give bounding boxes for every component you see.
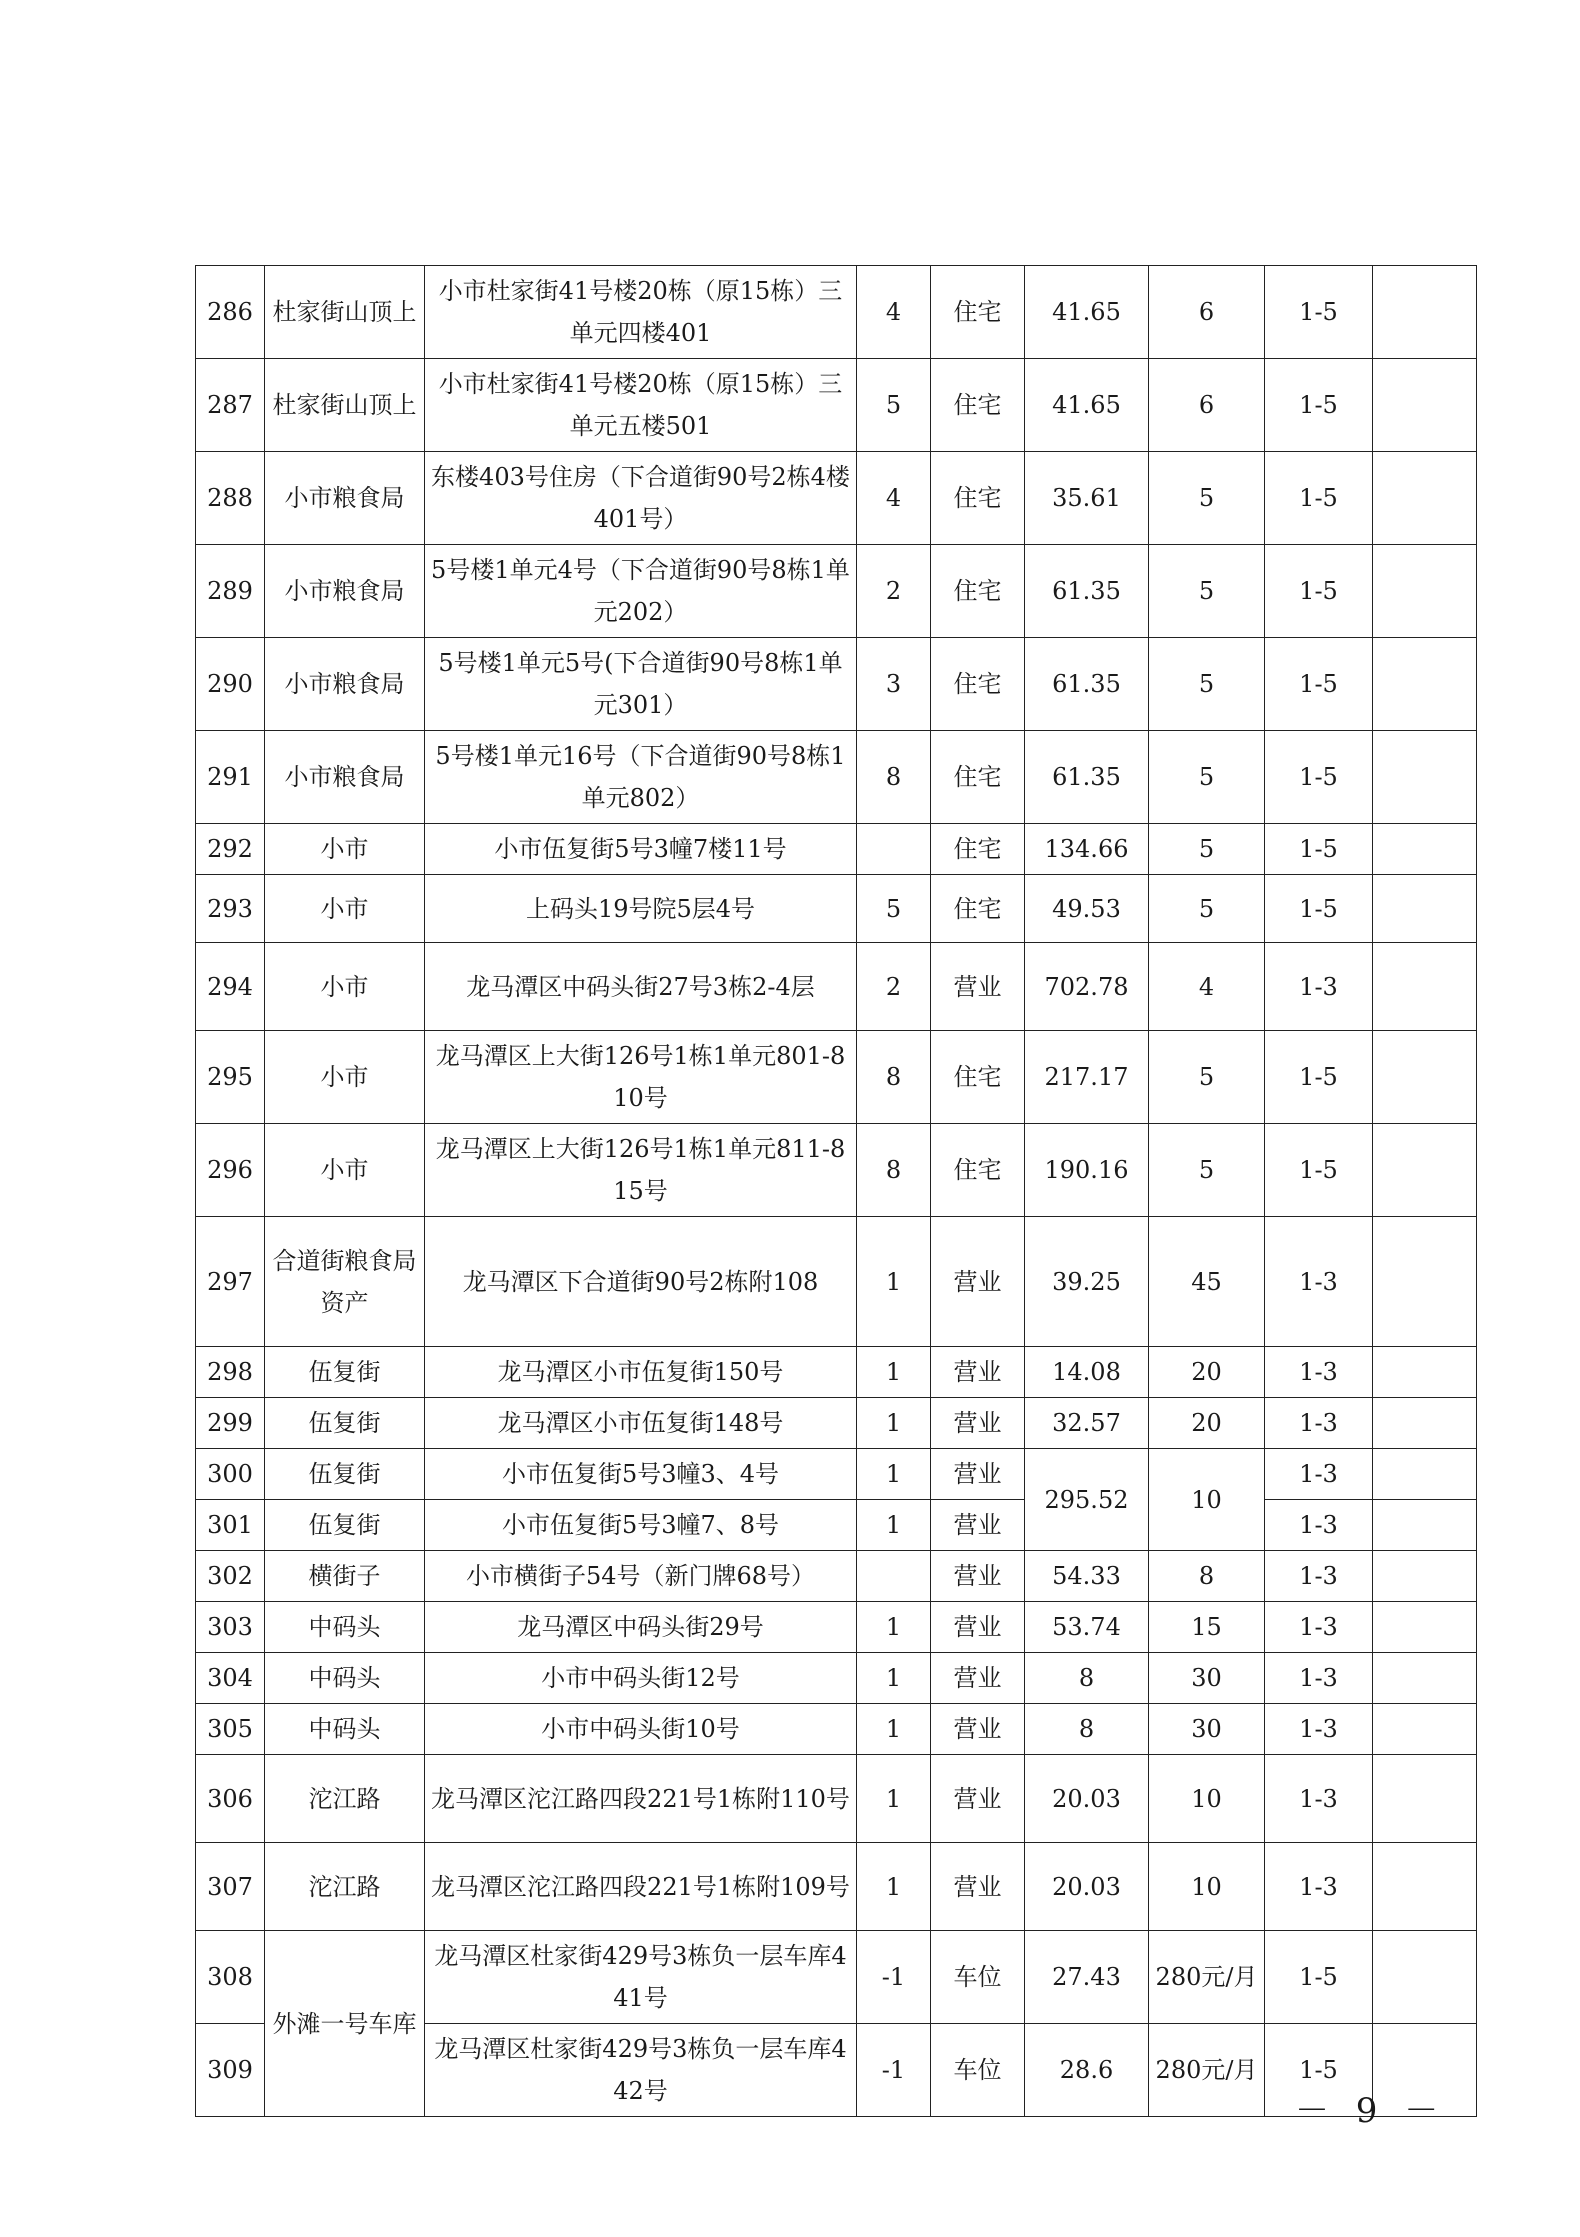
lease-years-cell: 1-5 (1265, 731, 1373, 824)
address-cell: 小市伍复街5号3幢7、8号 (425, 1500, 857, 1551)
price-cell: 5 (1149, 1124, 1265, 1217)
table-row (196, 1931, 1477, 2024)
row-number: 306 (196, 1755, 265, 1843)
row-number: 304 (196, 1653, 265, 1704)
usage-cell: 住宅 (931, 545, 1025, 638)
address-cell: 龙马潭区上大街126号1栋1单元811-815号 (425, 1124, 857, 1217)
area-size-cell: 8 (1025, 1704, 1149, 1755)
price-cell: 5 (1149, 1031, 1265, 1124)
row-number: 308 (196, 1931, 265, 2024)
price-cell: 20 (1149, 1347, 1265, 1398)
area-size-cell: 35.61 (1025, 452, 1149, 545)
remarks-cell (1373, 1755, 1477, 1843)
lease-years-cell: 1-3 (1265, 1347, 1373, 1398)
price-cell: 5 (1149, 731, 1265, 824)
floor-cell: 5 (857, 875, 931, 943)
location-cell: 伍复街 (265, 1500, 425, 1551)
usage-cell: 营业 (931, 1398, 1025, 1449)
area-size-cell: 295.52 (1025, 1449, 1149, 1551)
price-cell: 10 (1149, 1843, 1265, 1931)
table-row (196, 1551, 1477, 1602)
price-cell: 280元/月 (1149, 1931, 1265, 2024)
price-cell: 5 (1149, 638, 1265, 731)
row-number: 297 (196, 1217, 265, 1347)
row-number: 292 (196, 824, 265, 875)
lease-years-cell: 1-5 (1265, 2024, 1373, 2117)
table-row (196, 1449, 1477, 1500)
usage-cell: 营业 (931, 943, 1025, 1031)
usage-cell: 住宅 (931, 359, 1025, 452)
table-row (196, 359, 1477, 452)
location-cell: 小市 (265, 824, 425, 875)
area-size-cell: 54.33 (1025, 1551, 1149, 1602)
area-size-cell: 8 (1025, 1653, 1149, 1704)
row-number: 286 (196, 266, 265, 359)
remarks-cell (1373, 731, 1477, 824)
lease-years-cell: 1-3 (1265, 1653, 1373, 1704)
location-cell: 合道街粮食局资产 (265, 1217, 425, 1347)
address-cell: 小市伍复街5号3幢7楼11号 (425, 824, 857, 875)
table-row (196, 943, 1477, 1031)
location-cell: 沱江路 (265, 1755, 425, 1843)
price-cell: 10 (1149, 1755, 1265, 1843)
area-size-cell: 20.03 (1025, 1755, 1149, 1843)
row-number: 288 (196, 452, 265, 545)
area-size-cell: 702.78 (1025, 943, 1149, 1031)
remarks-cell (1373, 1449, 1477, 1500)
lease-years-cell: 1-5 (1265, 1031, 1373, 1124)
usage-cell: 营业 (931, 1755, 1025, 1843)
usage-cell: 营业 (931, 1602, 1025, 1653)
address-cell: 龙马潭区杜家街429号3栋负一层车库441号 (425, 1931, 857, 2024)
lease-years-cell: 1-5 (1265, 638, 1373, 731)
area-size-cell: 39.25 (1025, 1217, 1149, 1347)
price-cell: 30 (1149, 1704, 1265, 1755)
address-cell: 小市横街子54号（新门牌68号） (425, 1551, 857, 1602)
address-cell: 龙马潭区杜家街429号3栋负一层车库442号 (425, 2024, 857, 2117)
area-size-cell: 53.74 (1025, 1602, 1149, 1653)
usage-cell: 住宅 (931, 875, 1025, 943)
usage-cell: 营业 (931, 1551, 1025, 1602)
address-cell: 龙马潭区沱江路四段221号1栋附109号 (425, 1843, 857, 1931)
remarks-cell (1373, 1398, 1477, 1449)
address-cell: 小市杜家街41号楼20栋（原15栋）三单元四楼401 (425, 266, 857, 359)
price-cell: 4 (1149, 943, 1265, 1031)
usage-cell: 住宅 (931, 731, 1025, 824)
floor-cell: 8 (857, 1031, 931, 1124)
price-cell: 5 (1149, 545, 1265, 638)
usage-cell: 营业 (931, 1704, 1025, 1755)
lease-years-cell: 1-5 (1265, 359, 1373, 452)
remarks-cell (1373, 1347, 1477, 1398)
table-row (196, 1602, 1477, 1653)
page-number: － 9 － (1295, 2091, 1447, 2131)
table-row (196, 731, 1477, 824)
area-size-cell: 61.35 (1025, 638, 1149, 731)
location-cell: 沱江路 (265, 1843, 425, 1931)
remarks-cell (1373, 824, 1477, 875)
floor-cell: 1 (857, 1449, 931, 1500)
row-number: 289 (196, 545, 265, 638)
remarks-cell (1373, 359, 1477, 452)
address-cell: 龙马潭区中码头街29号 (425, 1602, 857, 1653)
address-cell: 5号楼1单元4号（下合道街90号8栋1单元202） (425, 545, 857, 638)
row-number: 293 (196, 875, 265, 943)
price-cell: 5 (1149, 824, 1265, 875)
table-row (196, 266, 1477, 359)
row-number: 296 (196, 1124, 265, 1217)
floor-cell: 1 (857, 1500, 931, 1551)
remarks-cell (1373, 1653, 1477, 1704)
remarks-cell (1373, 1124, 1477, 1217)
row-number: 301 (196, 1500, 265, 1551)
table-row (196, 1755, 1477, 1843)
area-size-cell: 32.57 (1025, 1398, 1149, 1449)
table-row (196, 1500, 1477, 1551)
location-cell: 中码头 (265, 1704, 425, 1755)
price-cell: 45 (1149, 1217, 1265, 1347)
lease-years-cell: 1-5 (1265, 266, 1373, 359)
remarks-cell (1373, 1031, 1477, 1124)
location-cell: 小市粮食局 (265, 731, 425, 824)
floor-cell: 1 (857, 1653, 931, 1704)
row-number: 302 (196, 1551, 265, 1602)
area-size-cell: 20.03 (1025, 1843, 1149, 1931)
remarks-cell (1373, 1843, 1477, 1931)
lease-years-cell: 1-5 (1265, 875, 1373, 943)
floor-cell: 4 (857, 266, 931, 359)
table-row (196, 1347, 1477, 1398)
price-cell: 30 (1149, 1653, 1265, 1704)
property-table (195, 265, 1477, 2117)
price-cell: 10 (1149, 1449, 1265, 1551)
usage-cell: 营业 (931, 1500, 1025, 1551)
lease-years-cell: 1-5 (1265, 452, 1373, 545)
usage-cell: 住宅 (931, 452, 1025, 545)
row-number: 299 (196, 1398, 265, 1449)
floor-cell: 1 (857, 1843, 931, 1931)
address-cell: 龙马潭区小市伍复街148号 (425, 1398, 857, 1449)
floor-cell (857, 824, 931, 875)
lease-years-cell: 1-3 (1265, 1551, 1373, 1602)
price-cell: 6 (1149, 359, 1265, 452)
table-row (196, 1124, 1477, 1217)
address-cell: 东楼403号住房（下合道街90号2栋4楼401号） (425, 452, 857, 545)
lease-years-cell: 1-3 (1265, 1602, 1373, 1653)
remarks-cell (1373, 452, 1477, 545)
remarks-cell (1373, 1551, 1477, 1602)
row-number: 298 (196, 1347, 265, 1398)
price-cell: 5 (1149, 875, 1265, 943)
floor-cell: 5 (857, 359, 931, 452)
lease-years-cell: 1-3 (1265, 1449, 1373, 1500)
floor-cell: 1 (857, 1217, 931, 1347)
location-cell: 小市粮食局 (265, 452, 425, 545)
address-cell: 小市中码头街12号 (425, 1653, 857, 1704)
remarks-cell (1373, 1217, 1477, 1347)
lease-years-cell: 1-3 (1265, 1500, 1373, 1551)
area-size-cell: 14.08 (1025, 1347, 1149, 1398)
table-row (196, 452, 1477, 545)
address-cell: 龙马潭区沱江路四段221号1栋附110号 (425, 1755, 857, 1843)
remarks-cell (1373, 875, 1477, 943)
floor-cell: -1 (857, 1931, 931, 2024)
location-cell: 中码头 (265, 1602, 425, 1653)
usage-cell: 住宅 (931, 1124, 1025, 1217)
address-cell: 小市杜家街41号楼20栋（原15栋）三单元五楼501 (425, 359, 857, 452)
remarks-cell (1373, 1931, 1477, 2024)
row-number: 287 (196, 359, 265, 452)
location-cell: 小市粮食局 (265, 545, 425, 638)
table-row (196, 824, 1477, 875)
area-size-cell: 134.66 (1025, 824, 1149, 875)
floor-cell: 1 (857, 1347, 931, 1398)
row-number: 294 (196, 943, 265, 1031)
table-row (196, 1217, 1477, 1347)
area-size-cell: 61.35 (1025, 731, 1149, 824)
lease-years-cell: 1-3 (1265, 1398, 1373, 1449)
usage-cell: 车位 (931, 2024, 1025, 2117)
lease-years-cell: 1-5 (1265, 1124, 1373, 1217)
floor-cell: 1 (857, 1704, 931, 1755)
location-cell: 小市 (265, 1124, 425, 1217)
lease-years-cell: 1-5 (1265, 824, 1373, 875)
table-row (196, 1843, 1477, 1931)
usage-cell: 营业 (931, 1843, 1025, 1931)
remarks-cell (1373, 1704, 1477, 1755)
floor-cell: 2 (857, 943, 931, 1031)
address-cell: 上码头19号院5层4号 (425, 875, 857, 943)
location-cell: 外滩一号车库 (265, 1931, 425, 2117)
floor-cell: 1 (857, 1602, 931, 1653)
location-cell: 小市 (265, 875, 425, 943)
remarks-cell (1373, 943, 1477, 1031)
floor-cell: 8 (857, 1124, 931, 1217)
area-size-cell: 41.65 (1025, 266, 1149, 359)
lease-years-cell: 1-3 (1265, 1755, 1373, 1843)
price-cell: 6 (1149, 266, 1265, 359)
area-size-cell: 27.43 (1025, 1931, 1149, 2024)
location-cell: 伍复街 (265, 1449, 425, 1500)
price-cell: 15 (1149, 1602, 1265, 1653)
floor-cell (857, 1551, 931, 1602)
floor-cell: 1 (857, 1755, 931, 1843)
row-number: 305 (196, 1704, 265, 1755)
location-cell: 杜家街山顶上 (265, 266, 425, 359)
lease-years-cell: 1-3 (1265, 1704, 1373, 1755)
address-cell: 5号楼1单元16号（下合道街90号8栋1单元802） (425, 731, 857, 824)
table-row (196, 1398, 1477, 1449)
floor-cell: 1 (857, 1398, 931, 1449)
table-row (196, 1031, 1477, 1124)
price-cell: 280元/月 (1149, 2024, 1265, 2117)
area-size-cell: 190.16 (1025, 1124, 1149, 1217)
address-cell: 龙马潭区中码头街27号3栋2-4层 (425, 943, 857, 1031)
row-number: 291 (196, 731, 265, 824)
table-row (196, 638, 1477, 731)
usage-cell: 住宅 (931, 638, 1025, 731)
location-cell: 伍复街 (265, 1347, 425, 1398)
floor-cell: 2 (857, 545, 931, 638)
row-number: 303 (196, 1602, 265, 1653)
location-cell: 小市 (265, 1031, 425, 1124)
usage-cell: 住宅 (931, 824, 1025, 875)
floor-cell: 4 (857, 452, 931, 545)
usage-cell: 营业 (931, 1653, 1025, 1704)
address-cell: 龙马潭区上大街126号1栋1单元801-810号 (425, 1031, 857, 1124)
address-cell: 5号楼1单元5号(下合道街90号8栋1单元301） (425, 638, 857, 731)
lease-years-cell: 1-5 (1265, 1931, 1373, 2024)
remarks-cell (1373, 266, 1477, 359)
area-size-cell: 217.17 (1025, 1031, 1149, 1124)
remarks-cell (1373, 1602, 1477, 1653)
location-cell: 横街子 (265, 1551, 425, 1602)
row-number: 309 (196, 2024, 265, 2117)
address-cell: 小市伍复街5号3幢3、4号 (425, 1449, 857, 1500)
row-number: 300 (196, 1449, 265, 1500)
table-row (196, 1653, 1477, 1704)
floor-cell: -1 (857, 2024, 931, 2117)
location-cell: 小市粮食局 (265, 638, 425, 731)
remarks-cell (1373, 1500, 1477, 1551)
row-number: 290 (196, 638, 265, 731)
address-cell: 小市中码头街10号 (425, 1704, 857, 1755)
usage-cell: 住宅 (931, 266, 1025, 359)
row-number: 295 (196, 1031, 265, 1124)
usage-cell: 营业 (931, 1217, 1025, 1347)
area-size-cell: 41.65 (1025, 359, 1149, 452)
area-size-cell: 49.53 (1025, 875, 1149, 943)
table-row (196, 1704, 1477, 1755)
lease-years-cell: 1-3 (1265, 1217, 1373, 1347)
usage-cell: 住宅 (931, 1031, 1025, 1124)
area-size-cell: 61.35 (1025, 545, 1149, 638)
usage-cell: 营业 (931, 1347, 1025, 1398)
lease-years-cell: 1-3 (1265, 943, 1373, 1031)
price-cell: 8 (1149, 1551, 1265, 1602)
table-row (196, 875, 1477, 943)
row-number: 307 (196, 1843, 265, 1931)
location-cell: 杜家街山顶上 (265, 359, 425, 452)
price-cell: 20 (1149, 1398, 1265, 1449)
lease-years-cell: 1-5 (1265, 545, 1373, 638)
table-row (196, 545, 1477, 638)
location-cell: 中码头 (265, 1653, 425, 1704)
address-cell: 龙马潭区小市伍复街150号 (425, 1347, 857, 1398)
usage-cell: 车位 (931, 1931, 1025, 2024)
floor-cell: 3 (857, 638, 931, 731)
remarks-cell (1373, 638, 1477, 731)
location-cell: 小市 (265, 943, 425, 1031)
lease-years-cell: 1-3 (1265, 1843, 1373, 1931)
address-cell: 龙马潭区下合道街90号2栋附108 (425, 1217, 857, 1347)
usage-cell: 营业 (931, 1449, 1025, 1500)
price-cell: 5 (1149, 452, 1265, 545)
area-size-cell: 28.6 (1025, 2024, 1149, 2117)
remarks-cell (1373, 545, 1477, 638)
location-cell: 伍复街 (265, 1398, 425, 1449)
floor-cell: 8 (857, 731, 931, 824)
